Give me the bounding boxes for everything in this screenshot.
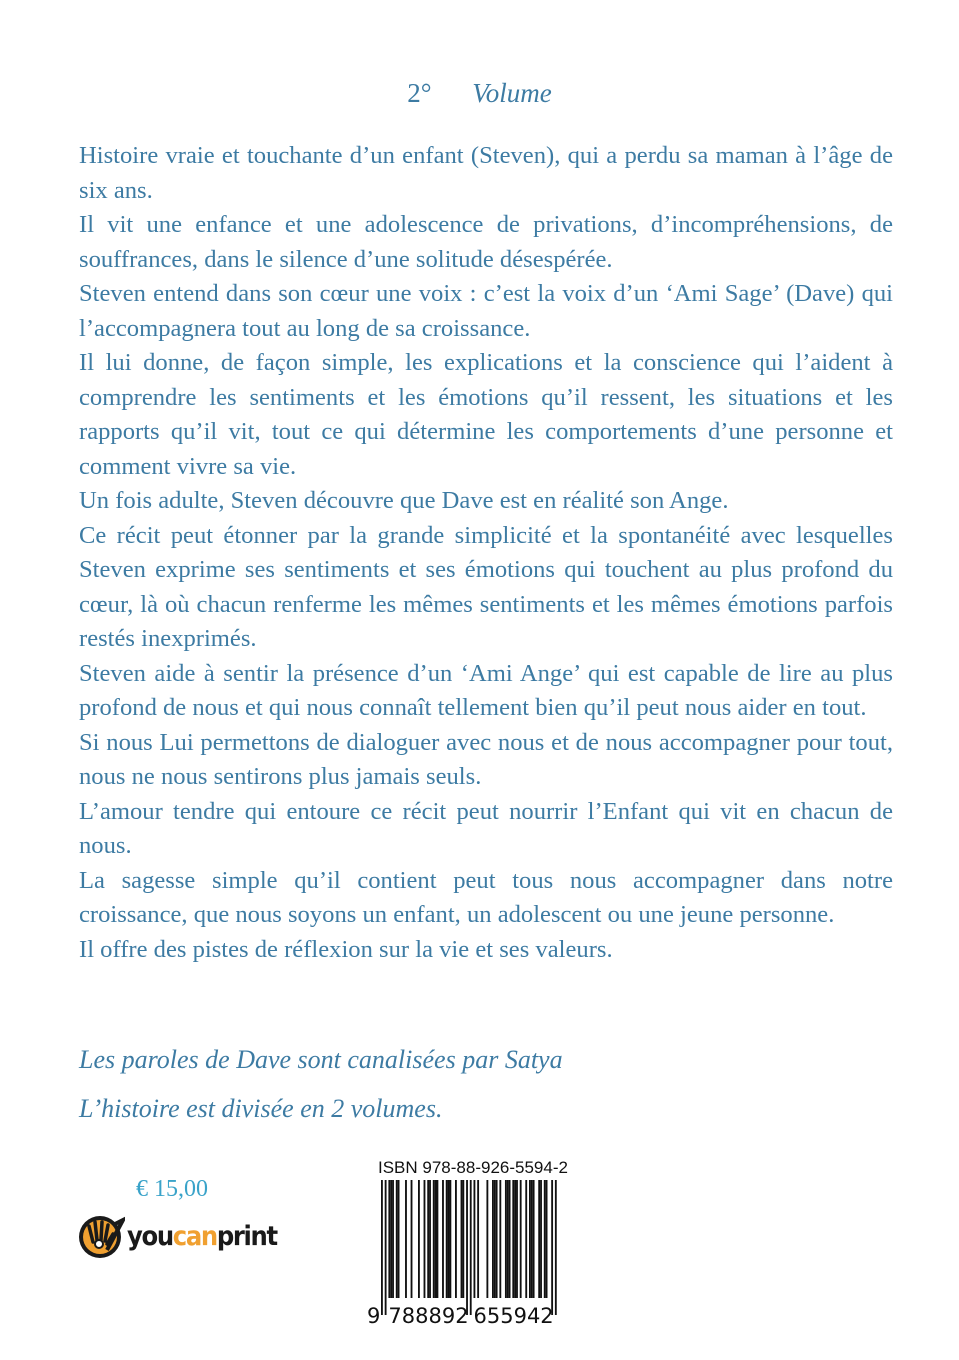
paragraph: Si nous Lui permettons de dialoguer avec nous et de nous accompagner pour tout, nous ne nous sentirons plus jamais seuls.	[79, 728, 893, 790]
barcode-digits: 655942	[473, 1304, 554, 1328]
barcode-bar	[494, 1180, 496, 1298]
barcode-bar	[531, 1180, 533, 1298]
barcode-bar	[396, 1180, 398, 1298]
barcode-bar	[507, 1180, 509, 1298]
barcode-bar	[462, 1180, 464, 1298]
barcode-digits: 9	[367, 1304, 381, 1328]
barcode-bar	[514, 1180, 516, 1298]
paragraph: Il vit une enfance et une adolescence de privations, d’incompréhensions, de souffrances, dans le silence d’une solitude désespérée.	[79, 211, 893, 273]
paragraph: Il offre des pistes de réflexion sur la vie et ses valeurs.	[79, 935, 613, 963]
barcode-bar	[505, 1180, 507, 1298]
barcode-bar	[429, 1180, 431, 1298]
paragraph: Il lui donne, de façon simple, les explications et la conscience qui l’aident à comprendre les sentiments et les émotions qu’il ressent, les situations et les rapports qu’il vit, tout ce qui détermine les comportements d’une personne et comment vivre sa vie.	[79, 349, 893, 480]
barcode-bar	[446, 1180, 448, 1298]
paragraph: La sagesse simple qu’il contient peut tous nous accompagner dans notre croissance, que nous soyons un enfant, un adolescent ou une jeune personne.	[79, 866, 893, 928]
barcode-bar	[509, 1180, 511, 1298]
publisher-name: youcanprint	[127, 1220, 277, 1252]
paragraph: Ce récit peut étonner par la grande simplicité et la spontanéité avec lesquelles Steven exprime ses sentiments et ses émotions qui touchent au plus profond du cœur, là où chacun renferme les mêmes sentiments et les mêmes émotions parfois restés inexprimés.	[79, 521, 893, 652]
barcode-bar	[546, 1180, 548, 1298]
barcode-bar	[551, 1180, 553, 1315]
barcode-bar	[442, 1180, 444, 1298]
barcode-bar	[538, 1180, 540, 1298]
barcode-bar	[405, 1180, 407, 1298]
barcode-bar	[437, 1180, 439, 1298]
barcode-bar	[381, 1180, 383, 1315]
barcode-bar	[474, 1180, 476, 1298]
barcode-bar	[424, 1180, 426, 1298]
barcode-bar	[433, 1180, 435, 1298]
barcode-bar	[448, 1180, 450, 1298]
barcode-bar	[492, 1180, 494, 1298]
barcode-bar	[388, 1180, 390, 1298]
paragraph: Histoire vraie et touchante d’un enfant (Steven), qui a perdu sa maman à l’âge de six ans.	[79, 142, 893, 204]
barcode-bar	[533, 1180, 535, 1298]
barcode-bar	[390, 1180, 392, 1298]
publisher-logo	[77, 1212, 293, 1260]
barcode-bar	[455, 1180, 457, 1298]
barcode-bar	[544, 1180, 546, 1298]
barcode-bar	[427, 1180, 429, 1298]
hand-check-icon	[77, 1212, 125, 1260]
barcode-bar	[486, 1180, 488, 1298]
isbn-label: ISBN 978-88-926-5594-2	[378, 1158, 568, 1177]
barcode-bar	[516, 1180, 518, 1298]
paragraph: L’amour tendre qui entoure ce récit peut nourrir l’Enfant qui vit en chacun de nous.	[79, 797, 893, 859]
paragraph: Steven aide à sentir la présence d’un ‘Ami Ange’ qui est capable de lire au plus profond de nous et qui nous connaît tellement bien qu’il peut nous aider en tout.	[79, 659, 893, 721]
volume-heading	[0, 78, 959, 109]
barcode-bar	[466, 1180, 468, 1315]
barcode-bar	[449, 1180, 451, 1298]
barcode-bar	[392, 1180, 394, 1298]
barcode-bar	[512, 1180, 514, 1298]
barcode-bar	[499, 1180, 501, 1298]
price: € 15,00	[136, 1176, 208, 1202]
channeling-note: Les paroles de Dave sont canalisées par Satya	[79, 1045, 563, 1074]
volume-word: Volume	[472, 78, 552, 108]
isbn-barcode	[367, 1180, 562, 1330]
volumes-note: L’histoire est divisée en 2 volumes.	[79, 1094, 443, 1123]
barcode-bar	[555, 1180, 557, 1315]
barcode-bar	[418, 1180, 420, 1298]
barcode-bar	[540, 1180, 542, 1298]
barcode-bar	[496, 1180, 498, 1298]
barcode-digits: 788892	[388, 1304, 469, 1328]
paragraph: Un fois adulte, Steven découvre que Dave est en réalité son Ange.	[79, 487, 729, 514]
barcode-bar	[435, 1180, 437, 1298]
barcode-bar	[520, 1180, 522, 1298]
barcode-bar	[461, 1180, 463, 1298]
synopsis	[79, 139, 893, 967]
barcode-bar	[385, 1180, 387, 1315]
barcode-bar	[411, 1180, 413, 1298]
barcode-bar	[398, 1180, 400, 1298]
barcode-bar	[470, 1180, 472, 1315]
barcode-bar	[529, 1180, 531, 1298]
volume-number: 2°	[407, 78, 432, 108]
barcode-bar	[477, 1180, 479, 1298]
paragraph: Steven entend dans son cœur une voix : c’est la voix d’un ‘Ami Sage’ (Dave) qui l’accompagnera tout au long de sa croissance.	[79, 280, 893, 342]
barcode-bar	[525, 1180, 527, 1298]
